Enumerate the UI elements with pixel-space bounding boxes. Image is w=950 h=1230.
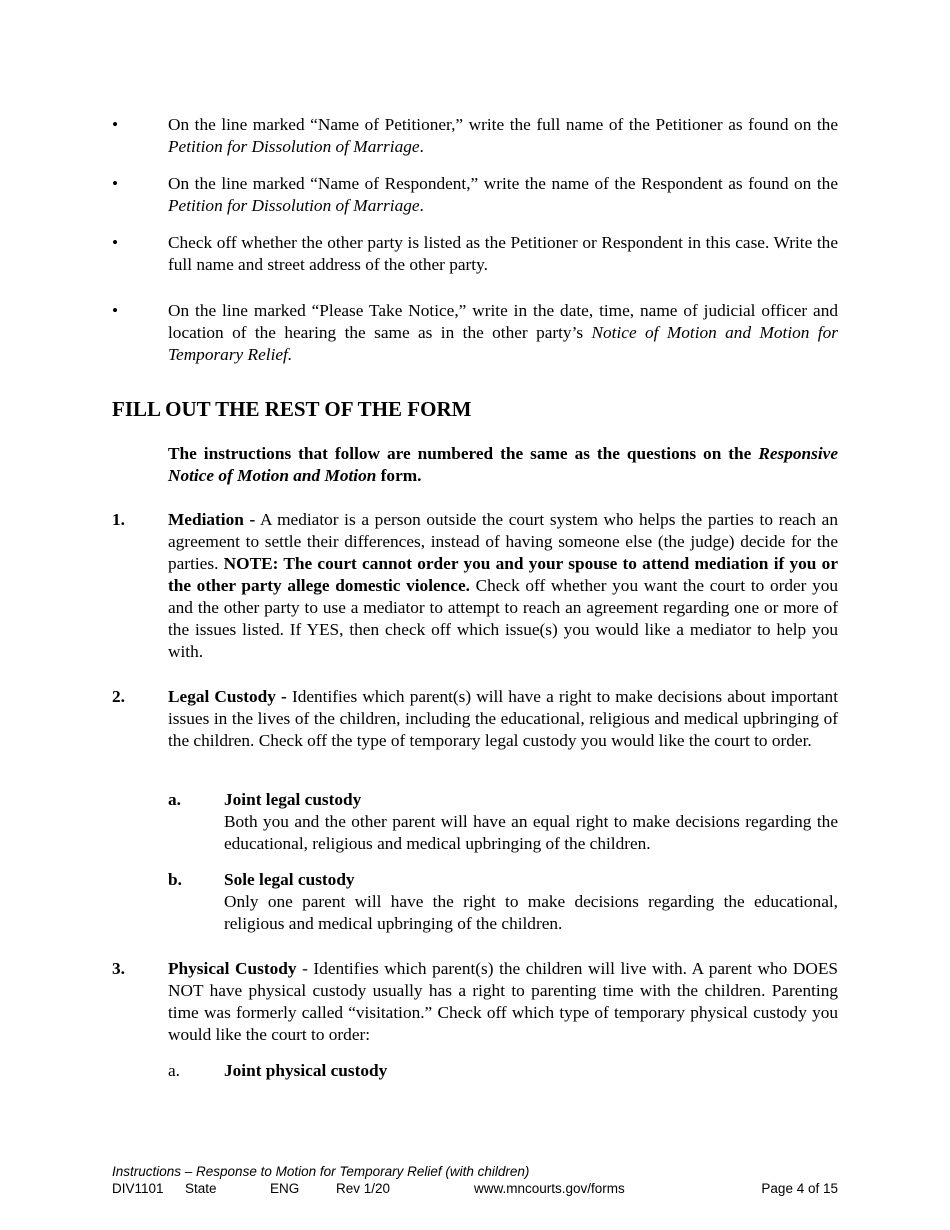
item-title: Mediation - (168, 510, 256, 529)
item-number: 1. (112, 510, 125, 529)
page-footer (112, 1163, 838, 1197)
bullet-text: On the line marked “Name of Petitioner,” write the full name of the Petitioner as found on the Petition for Dissolution of Marriage. (168, 115, 838, 156)
footer-revision: Rev 1/20 (336, 1181, 391, 1196)
item-number: 3. (112, 959, 125, 978)
footer-state: State (185, 1181, 217, 1196)
intro-paragraph: The instructions that follow are numbered the same as the questions on the Responsive Notice of Motion and Motion form. (168, 444, 838, 485)
sub-letter: a. (168, 1061, 180, 1080)
bullet-item (112, 114, 838, 158)
numbered-item-legal-custody (112, 686, 838, 752)
item-text: Physical Custody - Identifies which parent(s) the children will live with. A parent who DOES NOT have physical custody usually has a right to parenting time with the children. Parenting time was formerly called “visitation.” Check off which type of temporary physical custody you would like the court to order: (168, 959, 838, 1044)
bullet-symbol: • (112, 301, 119, 320)
sub-title: Joint physical custody (224, 1061, 388, 1080)
item-text: Mediation - A mediator is a person outside the court system who helps the parties to reach an agreement to settle their differences, instead of having someone else (the judge) decide for the parties. NOTE: The court cannot order you and your spouse to attend mediation if you or the other party allege domestic violence. Check off whether you want the court to order you and the other party to use a mediator to attempt to reach an agreement regarding one or more of the issues listed. If YES, then check off which issue(s) you would like a mediator to help you with. (168, 510, 838, 661)
footer-url: www.mncourts.gov/forms (474, 1181, 625, 1196)
numbered-item-physical-custody (112, 958, 838, 1046)
sub-text: Only one parent will have the right to make decisions regarding the educational, religious and medical upbringing of the children. (224, 892, 838, 933)
bullet-symbol: • (112, 233, 119, 252)
bullet-text: Check off whether the other party is listed as the Petitioner or Respondent in this case. Write the full name and street address of the other party. (168, 233, 838, 274)
sub-item-joint-legal (168, 789, 838, 855)
item-title: Legal Custody - (168, 687, 287, 706)
item-number: 2. (112, 687, 125, 706)
sub-title: Joint legal custody (224, 790, 362, 809)
form-id: DIV1101 (112, 1181, 164, 1196)
sub-title: Sole legal custody (224, 870, 355, 889)
sub-text: Both you and the other parent will have an equal right to make decisions regarding the educational, religious and medical upbringing of the children. (224, 812, 838, 853)
bullet-item (112, 300, 838, 366)
footer-title: Instructions – Response to Motion for Temporary Relief (with children) (112, 1164, 530, 1179)
item-text: Legal Custody - Identifies which parent(s) will have a right to make decisions about important issues in the lives of the children, including the educational, religious and medical upbringing of the children. Check off the type of temporary legal custody you would like the court to order. (168, 687, 838, 750)
sub-item-sole-legal (168, 869, 838, 935)
bullet-item (112, 232, 838, 276)
sub-item-joint-physical (168, 1060, 838, 1082)
numbered-item-mediation (112, 509, 838, 663)
bullet-symbol: • (112, 174, 119, 193)
item-title: Physical Custody (168, 959, 297, 978)
note-text: NOTE: The court cannot order you and your spouse to attend mediation if you or the other party allege domestic violence. (168, 554, 838, 595)
bullet-text: On the line marked “Name of Respondent,” write the name of the Respondent as found on the Petition for Dissolution of Marriage. (168, 174, 838, 215)
sub-letter: b. (168, 870, 182, 889)
footer-language: ENG (270, 1181, 300, 1196)
section-heading: FILL OUT THE REST OF THE FORM (112, 397, 472, 421)
sub-letter: a. (168, 790, 181, 809)
bullet-text: On the line marked “Please Take Notice,” write in the date, time, name of judicial officer and location of the hearing the same as in the other party’s Notice of Motion and Motion for Temporary Relief. (168, 301, 838, 364)
page-number: Page 4 of 15 (761, 1181, 838, 1196)
bullet-symbol: • (112, 115, 119, 134)
bullet-item (112, 173, 838, 217)
